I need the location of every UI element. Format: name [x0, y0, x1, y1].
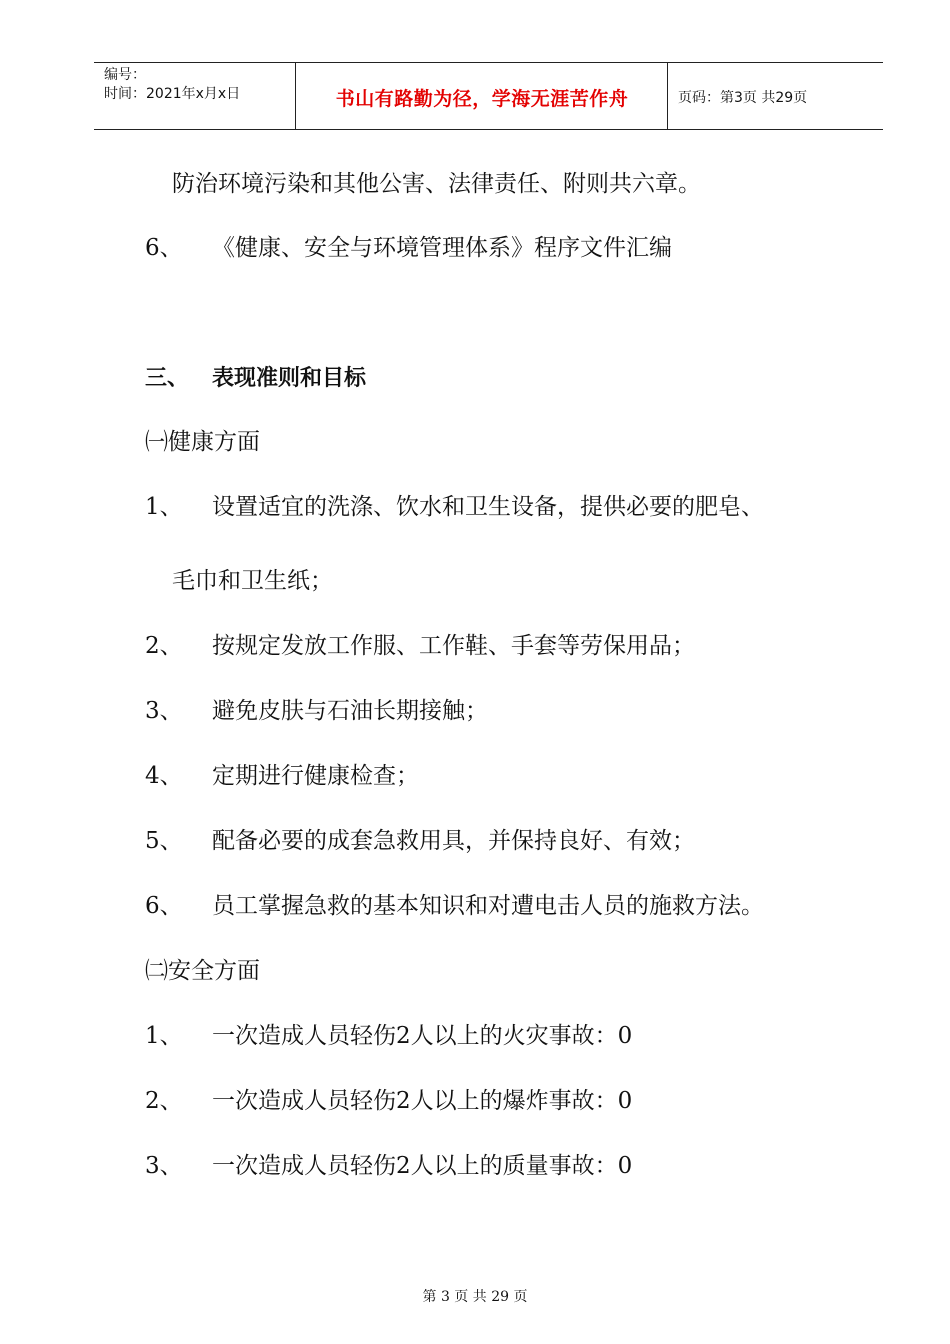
item-number: 6、	[145, 235, 183, 261]
list-item	[0, 761, 950, 791]
item-text: 一次造成人员轻伤2人以上的火灾事故：0	[212, 1023, 633, 1049]
header-motto: 书山有路勤为径，学海无涯苦作舟	[335, 88, 629, 110]
list-item	[0, 696, 950, 726]
item-number: 1、	[145, 494, 183, 520]
item-text: 一次造成人员轻伤2人以上的质量事故：0	[212, 1153, 633, 1179]
list-item	[0, 1021, 950, 1051]
subsection-health-title: ㈠健康方面	[145, 429, 260, 455]
item-text: 设置适宜的洗涤、饮水和卫生设备，提供必要的肥皂、	[212, 494, 764, 520]
section-heading	[0, 364, 950, 394]
body-line	[172, 169, 701, 199]
item-text: 毛巾和卫生纸；	[172, 568, 333, 594]
header-bottom-rule	[94, 129, 883, 130]
section-number: 三、	[145, 366, 190, 391]
page-footer: 第 3 页 共 29 页	[422, 1289, 528, 1305]
item-text: 一次造成人员轻伤2人以上的爆炸事故：0	[212, 1088, 633, 1114]
item-number: 3、	[145, 698, 183, 724]
header-top-rule	[94, 62, 883, 63]
item-text: 按规定发放工作服、工作鞋、手套等劳保用品；	[212, 633, 695, 659]
subsection-safety-title: ㈡安全方面	[145, 958, 260, 984]
item-text: 定期进行健康检查；	[212, 763, 419, 789]
item-number: 4、	[145, 763, 183, 789]
item-text: 《健康、安全与环境管理体系》程序文件汇编	[212, 235, 672, 261]
list-item-continuation	[172, 566, 333, 596]
item-text: 配备必要的成套急救用具，并保持良好、有效；	[212, 828, 695, 854]
section-title: 表现准则和目标	[212, 366, 367, 391]
list-item	[0, 492, 950, 522]
item-number: 2、	[145, 633, 183, 659]
header-number-label: 编号：	[104, 67, 146, 83]
list-item	[0, 1151, 950, 1181]
item-text: 避免皮肤与石油长期接触；	[212, 698, 488, 724]
item-text: 员工掌握急救的基本知识和对遭电击人员的施救方法。	[212, 893, 764, 919]
header-page-info: 页码：第3页 共29页	[678, 90, 808, 106]
body-text: 防治环境污染和其他公害、法律责任、附则共六章。	[172, 171, 701, 197]
item-number: 3、	[145, 1153, 183, 1179]
item-number: 6、	[145, 893, 183, 919]
list-item	[0, 891, 950, 921]
list-item	[0, 826, 950, 856]
list-item	[0, 631, 950, 661]
header-time-label: 时间：2021年x月x日	[104, 86, 241, 102]
subsection-title	[145, 427, 260, 457]
item-number: 1、	[145, 1023, 183, 1049]
list-item	[0, 233, 950, 263]
item-number: 2、	[145, 1088, 183, 1114]
list-item	[0, 1086, 950, 1116]
item-number: 5、	[145, 828, 183, 854]
subsection-title	[145, 956, 260, 986]
